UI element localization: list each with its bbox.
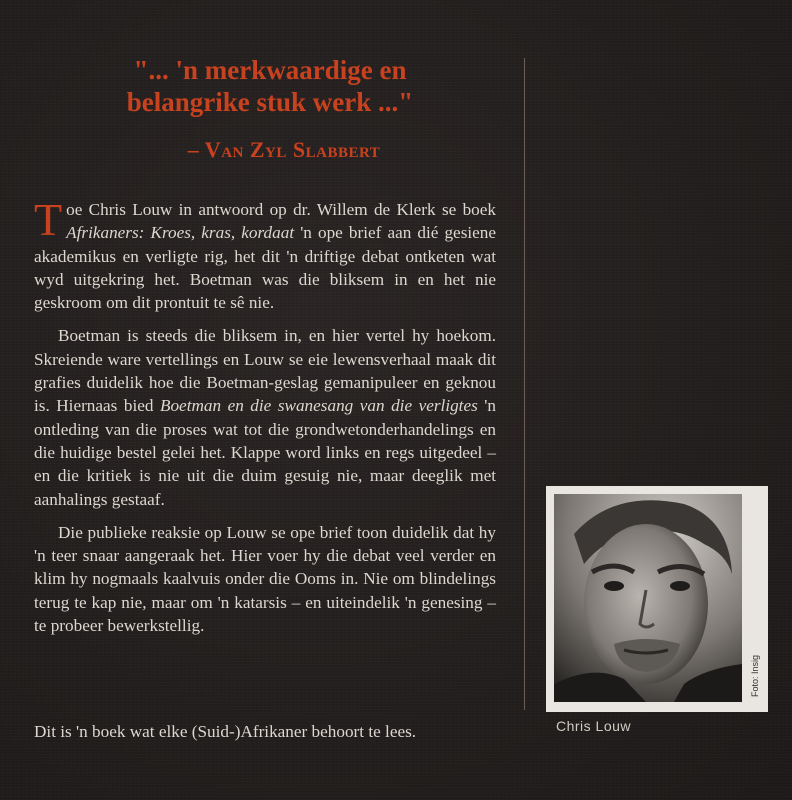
- pull-quote-line-1: "... 'n merkwaardige en: [133, 55, 407, 85]
- drop-cap: T: [34, 194, 63, 245]
- pull-quote: [60, 54, 480, 118]
- author-photo-frame: [546, 486, 768, 712]
- pull-quote-line-2: belangrike stuk werk ...": [126, 87, 414, 117]
- author-photo: [554, 494, 742, 702]
- paragraph-1: [34, 194, 497, 314]
- paragraph-3: Die publieke reaksie op Louw se ope brief toon duidelik dat hy 'n teer snaar aangeraak het. Hier voer hy die debat veel verder en klim hy nogmaals kaalvuis onder die Ooms in. Nie om blindelings terug te kap nie, maar om 'n katarsis – en uiteindelik 'n genesing – te probeer bewerkstellig.: [34, 522, 496, 636]
- quote-attribution: – Van Zyl Slabbert: [187, 137, 381, 162]
- blurb-text: [34, 194, 497, 647]
- photo-credit: Foto: Insig: [750, 654, 760, 698]
- author-portrait-image: [554, 494, 742, 702]
- vertical-divider: [524, 58, 525, 710]
- paragraph-2-rest: 'n ontleding van die proses wat tot die grondwetonderhandelings en die huidige bestel gelei het. Klappe word links en regs uitgedeel – en die kritiek is nie uit die duim gesuig nie, maar deeglik met aanhalings gestaaf.: [34, 396, 496, 509]
- paragraph-2-start: Boetman is steeds die bliksem in, en hier vertel hy hoekom. Skreiende ware vertellings en Louw se eie lewensverhaal maak dit grafies duidelik hoe die Boetman-geslag gemanipuleer en geknou is. Hiernaas bied: [34, 326, 496, 416]
- book-title-boetman: Boetman en die swanesang van die verligtes: [159, 396, 478, 416]
- closing-line: Dit is 'n boek wat elke (Suid-)Afrikaner behoort te lees.: [34, 722, 417, 741]
- paragraph-1-start: oe Chris Louw in antwoord op dr. Willem de Klerk se boek: [66, 200, 496, 219]
- paragraph-1-rest: 'n ope brief aan dié gesiene akademikus en verligte rig, het dit 'n driftige debat ontketen wat wyd uitgekring het. Boetman was die bliksem in en het nie geskroom om dit prontuit te sê nie.: [34, 223, 497, 313]
- book-title-afrikaners: Afrikaners: Kroes, kras, kordaat: [66, 223, 295, 243]
- paragraph-2: [34, 324, 496, 510]
- photo-caption: Chris Louw: [556, 718, 632, 734]
